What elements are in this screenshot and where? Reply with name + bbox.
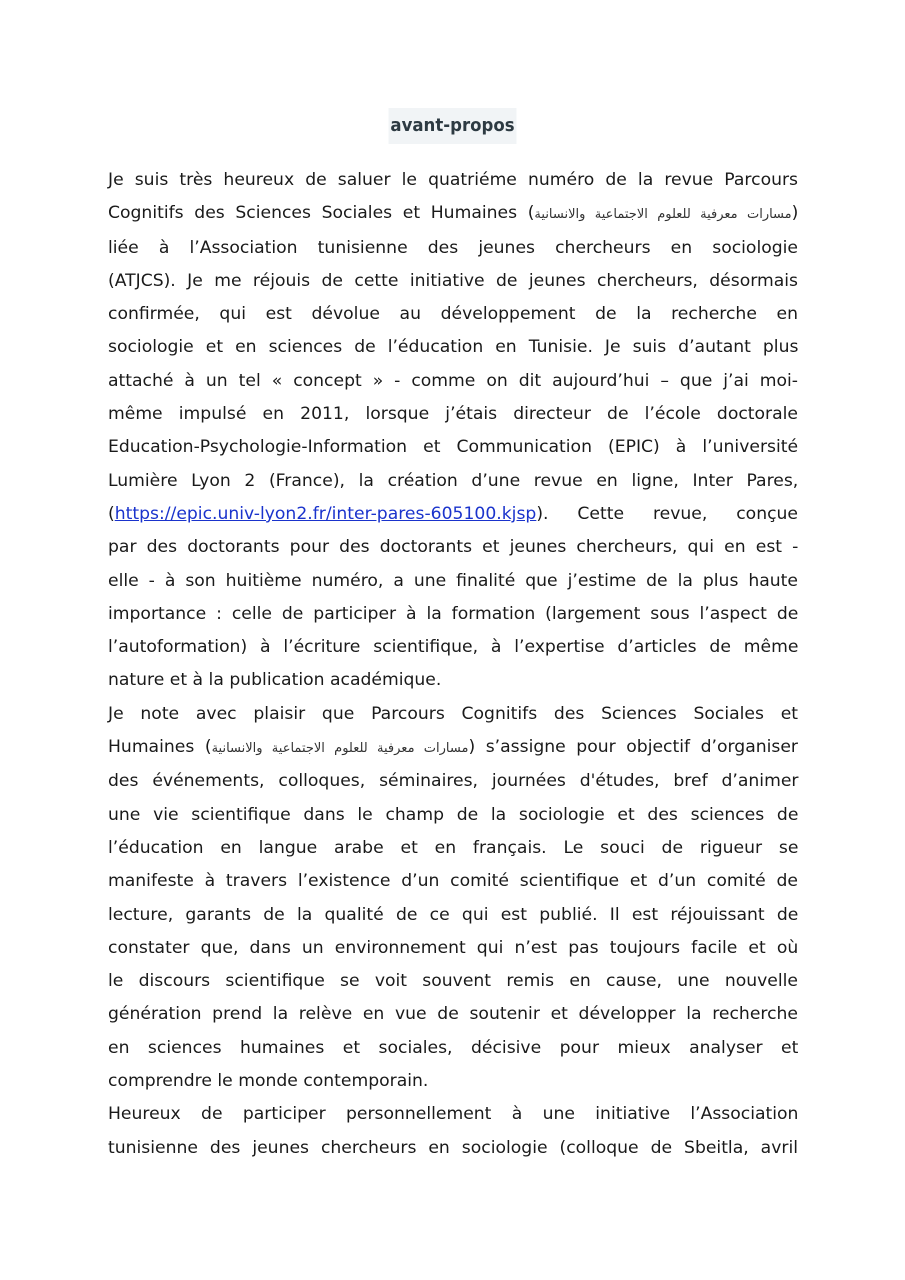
text-line: Heureux de participer personnellement à une initiative l’Association: [108, 1104, 799, 1125]
arabic-title: مسارات معرفية للعلوم الاجتماعية والانسانية: [211, 741, 469, 757]
text-line: une vie scientifique dans le champ de la sociologie et des sciences de: [108, 804, 799, 825]
text-line: Cognitifs des Sciences Sociales et Humaines (مسارات معرفية للعلوم الاجتماعية والانسانية): [108, 203, 799, 224]
text-line: confirmée, qui est dévolue au développement de la recherche en: [108, 304, 798, 325]
text-line: Je suis très heureux de saluer le quatriéme numéro de la revue Parcours: [108, 170, 798, 190]
text-line: constater que, dans un environnement qui n’est pas toujours facile et où: [108, 937, 799, 958]
text-line: Lumière Lyon 2 (France), la création d’une revue en ligne, Inter Pares,: [108, 470, 799, 491]
text-line: comprendre le monde contemporain.: [108, 1071, 429, 1092]
text-line: génération prend la relève en vue de soutenir et développer la recherche: [108, 1004, 798, 1025]
text-line: des événements, colloques, séminaires, journées d'études, bref d’animer: [108, 771, 799, 792]
title-wrap: [108, 108, 798, 144]
text-line: nature et à la publication académique.: [108, 670, 442, 691]
text-line: attaché à un tel « concept » - comme on dit aujourd’hui – que j’ai moi-: [108, 370, 798, 391]
text-line: Je note avec plaisir que Parcours Cognitifs des Sciences Sociales et: [108, 703, 799, 724]
inter-pares-link[interactable]: https://epic.univ-lyon2.fr/inter-pares-605100.kjsp: [114, 503, 537, 524]
text-line: l’éducation en langue arabe et en français. Le souci de rigueur se: [108, 837, 799, 858]
text-line: l’autoformation) à l’écriture scientifique, à l’expertise d’articles de même: [108, 637, 799, 658]
body-text: [108, 164, 798, 1165]
text-line: sociologie et en sciences de l’éducation en Tunisie. Je suis d’autant plus: [108, 337, 799, 358]
page-title: avant-propos: [389, 108, 517, 144]
text-line: en sciences humaines et sociales, décisive pour mieux analyser et: [108, 1037, 799, 1058]
paragraph: [108, 1098, 798, 1165]
text-line: Education-Psychologie-Information et Communication (EPIC) à l’université: [108, 437, 799, 458]
text-line: tunisienne des jeunes chercheurs en sociologie (colloque de Sbeitla, avril: [108, 1137, 798, 1158]
text-line: liée à l’Association tunisienne des jeunes chercheurs en sociologie: [108, 237, 798, 258]
paragraph: [108, 698, 798, 1099]
text-line: (ATJCS). Je me réjouis de cette initiative de jeunes chercheurs, désormais: [108, 270, 798, 291]
text-line: elle - à son huitième numéro, a une finalité que j’estime de la plus haute: [108, 570, 798, 591]
text-line: manifeste à travers l’existence d’un comité scientifique et d’un comité de: [108, 871, 798, 892]
arabic-title: مسارات معرفية للعلوم الاجتماعية والانسانية: [534, 207, 792, 223]
paragraph: [108, 164, 798, 698]
text-line: Humaines (مسارات معرفية للعلوم الاجتماعية والانسانية) s’assigne pour objectif d’organiser: [108, 737, 798, 758]
text-line: par des doctorants pour des doctorants et jeunes chercheurs, qui en est -: [108, 537, 799, 558]
text-line: (https://epic.univ-lyon2.fr/inter-pares-605100.kjsp). Cette revue, conçue: [108, 503, 798, 524]
text-line: importance : celle de participer à la formation (largement sous l’aspect de: [108, 603, 799, 624]
text-line: même impulsé en 2011, lorsque j’étais directeur de l’école doctorale: [108, 404, 798, 425]
document-page: [108, 108, 798, 1165]
text-line: le discours scientifique se voit souvent remis en cause, une nouvelle: [108, 971, 798, 992]
text-line: lecture, garants de la qualité de ce qui est publié. Il est réjouissant de: [108, 904, 799, 925]
